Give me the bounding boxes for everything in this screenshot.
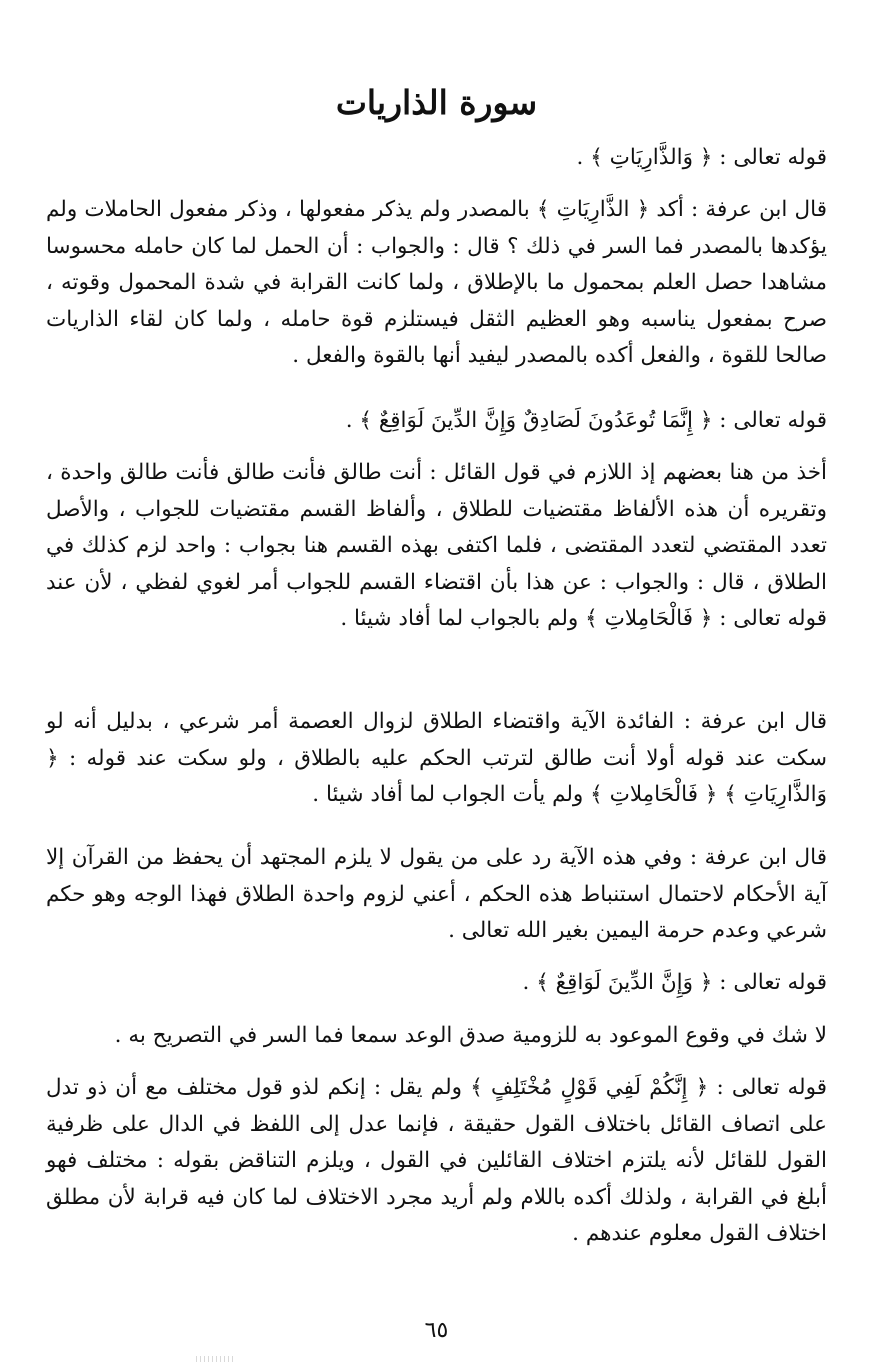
page-number: ٦٥ [424, 1318, 449, 1343]
paragraph-5: قال ابن عرفة : الفائدة الآية واقتضاء الطلاق لزوال العصمة أمر شرعي ، بدليل أنه لو سكت عند قوله أولا أنت طالق لترتب الحكم عليه بالطلاق ، ولو سكت عند قوله : ﴿ وَالذَّارِيَاتِ ﴾ ﴿ فَالْحَامِلاتِ ﴾ ولم يأت الجواب لما أفاد شيئا . [46, 709, 827, 807]
scan-speck [196, 1356, 236, 1362]
paragraph-8: لا شك في وقوع الموعود به للزومية صدق الوعد سمعا فما السر في التصريح به . [114, 1023, 827, 1048]
paragraph-3: قوله تعالى : ﴿ إِنَّمَا تُوعَدُونَ لَصَادِقٌ وَإِنَّ الدِّينَ لَوَاقِعٌ ﴾ . [345, 408, 827, 433]
surah-title: سورة الذاريات [335, 83, 538, 122]
paragraph-1: قوله تعالى : ﴿ وَالذَّارِيَاتِ ﴾ . [576, 145, 827, 170]
paragraph-2: قال ابن عرفة : أكد ﴿ الذَّارِيَاتِ ﴾ بالمصدر ولم يذكر مفعولها ، وذكر مفعول الحاملات ولم يؤكدها بالمصدر فما السر في ذلك ؟ قال : والجواب : أن الحمل لما كان حامله محسوسا مشاهدا حصل العلم بمحمول ما بالإطلاق ، ولما كانت القرابة في شدة المحمول وقوته ، صرح بمفعول يناسبه وهو العظيم الثقل فيستلزم قوة حامله ، ولما كان لقاء الذاريات صالحا للقوة ، والفعل أكده بالمصدر ليفيد أنها بالقوة والفعل . [46, 197, 827, 368]
paragraph-7: قوله تعالى : ﴿ وَإِنَّ الدِّينَ لَوَاقِعٌ ﴾ . [522, 970, 827, 995]
paragraph-6: قال ابن عرفة : وفي هذه الآية رد على من يقول لا يلزم المجتهد أن يحفظ من القرآن إلا آية الأحكام لاحتمال استنباط هذه الحكم ، أعني لزوم واحدة الطلاق فهذا الوجه وهو حكم شرعي وعدم حرمة اليمين بغير الله تعالى . [46, 845, 827, 943]
paragraph-4: أخذ من هنا بعضهم إذ اللازم في قول القائل : أنت طالق فأنت طالق فأنت طالق واحدة ، وتقريره أن هذه الألفاظ مقتضيات للطلاق ، وألفاظ القسم مقتضيات للجواب ، والأصل تعدد المقتضي لتعدد المقتضى ، فلما اكتفى بهذه القسم هنا بجواب : واحد لزم كذلك في الطلاق ، قال : والجواب : عن هذا بأن اقتضاء القسم للجواب أمر لغوي لفظي ، لأن عند قوله تعالى : ﴿ فَالْحَامِلاتِ ﴾ ولم بالجواب لما أفاد شيئا . [46, 460, 827, 631]
paragraph-9: قوله تعالى : ﴿ إِنَّكُمْ لَفِي قَوْلٍ مُخْتَلِفٍ ﴾ ولم يقل : إنكم لذو قول مختلف مع أن ذو تدل على اتصاف القائل باختلاف القول حقيقة ، فإنما عدل إلى اللفظ في الدال على ظرفية القول للقائل لأنه يلتزم اختلاف القائلين في القول ، ويلزم التناقض بقوله : مختلف فهو أبلغ في القرابة ، ولذلك أكده باللام ولم أريد مجرد الاختلاف لما كان فيه قرابة لأن مطلق اختلاف القول معلوم عندهم . [46, 1075, 827, 1246]
